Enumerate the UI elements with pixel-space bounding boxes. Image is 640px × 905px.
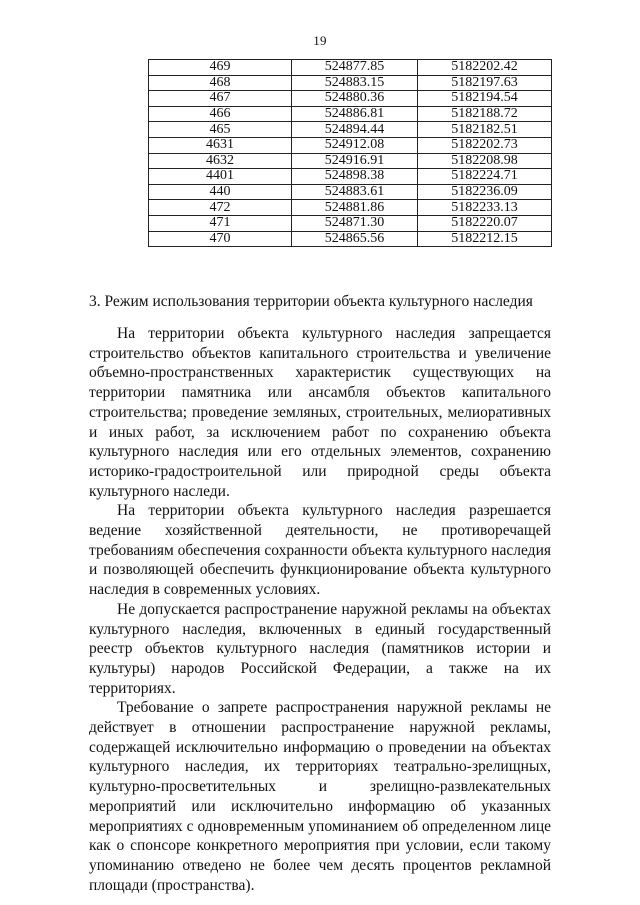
y-coordinate-cell: 5182208.98 <box>418 153 552 169</box>
y-coordinate-cell: 5182202.42 <box>418 60 552 76</box>
paragraph: На территории объекта культурного наследия разрешается ведение хозяйственной деятельности, не противоречащей требованиям обеспечения сохранности объекта культурного наследия и позволяющей обеспечить функционирование объекта культурного наследия в современных условиях. <box>89 502 551 599</box>
coordinates-table-body <box>149 60 552 247</box>
point-number-cell: 4631 <box>149 137 292 153</box>
y-coordinate-cell: 5182224.71 <box>418 169 552 185</box>
table-row <box>149 122 552 138</box>
point-number-cell: 4632 <box>149 153 292 169</box>
point-number-cell: 471 <box>149 215 292 231</box>
point-number-cell: 465 <box>149 122 292 138</box>
x-coordinate-cell: 524886.81 <box>292 106 418 122</box>
x-coordinate-cell: 524916.91 <box>292 153 418 169</box>
table-row <box>149 106 552 122</box>
table-row <box>149 231 552 247</box>
x-coordinate-cell: 524877.85 <box>292 60 418 76</box>
table-row <box>149 215 552 231</box>
table-row <box>149 75 552 91</box>
point-number-cell: 469 <box>149 60 292 76</box>
point-number-cell: 467 <box>149 91 292 107</box>
table-row <box>149 184 552 200</box>
x-coordinate-cell: 524881.86 <box>292 200 418 216</box>
y-coordinate-cell: 5182182.51 <box>418 122 552 138</box>
section-body <box>89 324 551 895</box>
x-coordinate-cell: 524883.15 <box>292 75 418 91</box>
x-coordinate-cell: 524912.08 <box>292 137 418 153</box>
page-number: 19 <box>313 33 327 48</box>
x-coordinate-cell: 524880.36 <box>292 91 418 107</box>
table-row <box>149 153 552 169</box>
x-coordinate-cell: 524898.38 <box>292 169 418 185</box>
x-coordinate-cell: 524871.30 <box>292 215 418 231</box>
y-coordinate-cell: 5182197.63 <box>418 75 552 91</box>
paragraph: Требование о запрете распространения наружной рекламы не действует в отношении распространение наружной рекламы, содержащей исключительно информацию о проведении на объектах культурного наследия, их территориях театрально-зрелищных, культурно-просветительных и зрелищно-развлекательных мероприятий или исключительно информацию об указанных мероприятиях с одновременным упоминанием об определенном лице как о спонсоре конкретного мероприятия при условии, если такому упоминанию отведено не более чем десять процентов рекламной площади (пространства). <box>89 699 551 894</box>
table-row <box>149 91 552 107</box>
y-coordinate-cell: 5182202.73 <box>418 137 552 153</box>
table-row <box>149 60 552 76</box>
y-coordinate-cell: 5182236.09 <box>418 184 552 200</box>
coordinates-table <box>148 59 552 247</box>
y-coordinate-cell: 5182212.15 <box>418 231 552 247</box>
section-title: 3. Режим использования территории объекта культурного наследия <box>89 293 533 310</box>
table-row <box>149 137 552 153</box>
point-number-cell: 470 <box>149 231 292 247</box>
table-row <box>149 200 552 216</box>
x-coordinate-cell: 524865.56 <box>292 231 418 247</box>
point-number-cell: 472 <box>149 200 292 216</box>
point-number-cell: 466 <box>149 106 292 122</box>
y-coordinate-cell: 5182233.13 <box>418 200 552 216</box>
point-number-cell: 4401 <box>149 169 292 185</box>
paragraph: Не допускается распространение наружной рекламы на объектах культурного наследия, включенных в единый государственный реестр объектов культурного наследия (памятников истории и культуры) народов Российской Федерации, а также на их территориях. <box>89 600 551 697</box>
y-coordinate-cell: 5182188.72 <box>418 106 552 122</box>
point-number-cell: 468 <box>149 75 292 91</box>
point-number-cell: 440 <box>149 184 292 200</box>
y-coordinate-cell: 5182194.54 <box>418 91 552 107</box>
paragraph: На территории объекта культурного наследия запрещается строительство объектов капитального строительства и увеличение объемно-пространственных характеристик существующих на территории памятника или ансамбля объектов капитального строительства; проведение земляных, строительных, мелиоративных и иных работ, за исключением работ по сохранению объекта культурного наследия или его отдельных элементов, сохранению историко-градостроительной или природной среды объекта культурного наследи. <box>89 325 551 500</box>
x-coordinate-cell: 524894.44 <box>292 122 418 138</box>
x-coordinate-cell: 524883.61 <box>292 184 418 200</box>
table-row <box>149 169 552 185</box>
y-coordinate-cell: 5182220.07 <box>418 215 552 231</box>
